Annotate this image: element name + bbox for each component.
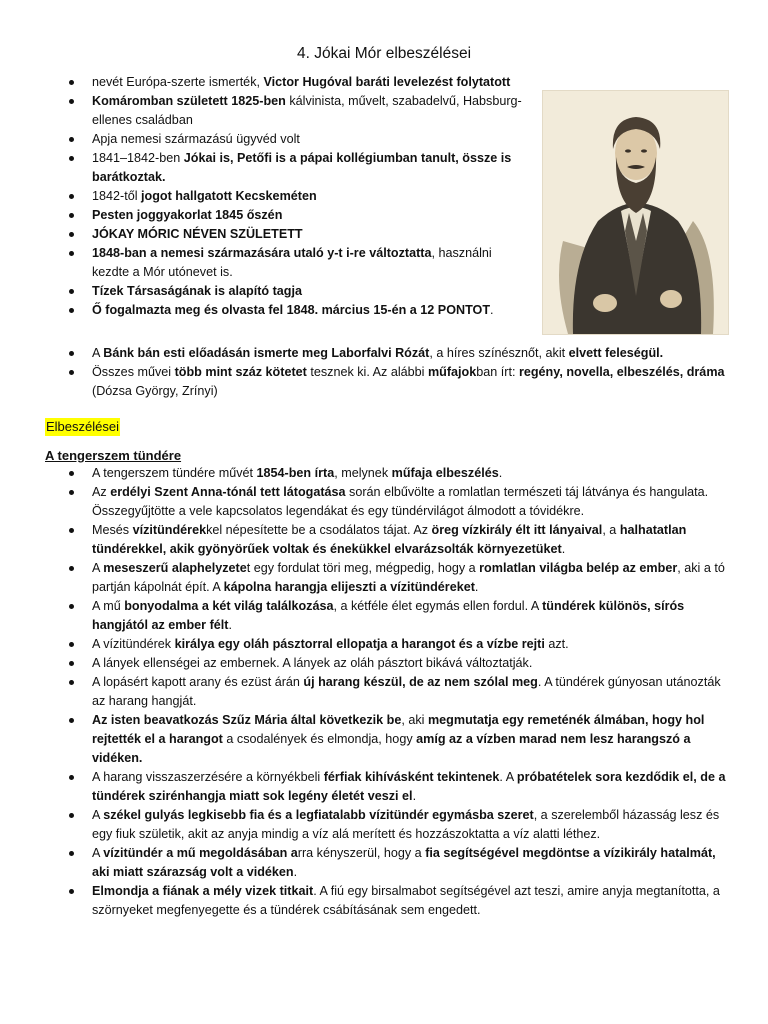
text-run: 1842-től xyxy=(92,189,142,203)
text-run: . A tündérek gúnyosan utánozták az harang hangját. xyxy=(92,675,721,708)
text-run: során elbűvölte a romlatlan természeti táj látványa és hangulata. Összegyűjtötte a vele kapcsolatos legendákat és egy tündérvilágot álmodott a tóvidékre. xyxy=(92,485,709,518)
text-run: A xyxy=(92,346,104,360)
text-run: A vízitündérek xyxy=(92,637,175,651)
text-run: JÓKAY MÓRIC NÉVEN SZÜLETETT xyxy=(92,227,303,241)
story-list xyxy=(67,464,727,920)
text-run: férfiak kihívásként tekintenek xyxy=(323,770,500,784)
text-run: Az xyxy=(92,485,111,499)
list-item xyxy=(67,768,727,806)
text-run: regény, novella, elbeszélés, dráma xyxy=(518,365,725,379)
list-item xyxy=(67,206,529,225)
text-run: elvett feleségül. xyxy=(568,346,664,360)
list-item xyxy=(67,282,529,301)
page-title: 4. Jókai Mór elbeszélései xyxy=(296,45,472,62)
text-run: A tengerszem tündére művét xyxy=(92,466,257,480)
text-run: Apja nemesi származású ügyvéd volt xyxy=(92,132,300,146)
list-item xyxy=(67,130,529,149)
text-run: A harang visszaszerzésére a környékbeli xyxy=(92,770,324,784)
text-run: kel népesítette be a csodálatos tájat. Az xyxy=(206,523,432,537)
list-item xyxy=(67,149,529,187)
text-run: kápolna harangja elijeszti a vízitündéreket xyxy=(223,580,475,594)
list-item xyxy=(67,559,727,597)
text-run: t egy fordulat töri meg, mégpedig, hogy a xyxy=(246,561,480,575)
text-run: . xyxy=(490,303,494,317)
text-run: meseszerű alaphelyzete xyxy=(103,561,247,575)
text-run: A xyxy=(92,808,104,822)
section-title: Elbeszélései xyxy=(46,419,119,434)
list-item xyxy=(67,882,727,920)
text-run: megmutatja egy remeténék álmában, hogy hol rejtették el a harangot xyxy=(92,713,705,746)
text-run: A mű xyxy=(92,599,125,613)
text-run: Összes művei xyxy=(92,365,175,379)
text-run: próbatételek sora kezdődik el, de a tündérek szirénhangja miatt sok legény életét veszi el xyxy=(92,770,726,803)
text-run: , aki a tó partján kápolnát épít. A xyxy=(92,561,725,594)
list-item xyxy=(67,673,727,711)
list-item xyxy=(67,521,727,559)
text-run: Tízek Társaságának is alapító tagja xyxy=(92,284,302,298)
text-run: , melynek xyxy=(334,466,392,480)
text-run: A lopásért kapott arany és ezüst árán xyxy=(92,675,304,689)
text-run: vízitündér a mű megoldásában a xyxy=(103,846,298,860)
text-run: A xyxy=(92,561,104,575)
text-run: műfaja elbeszélés xyxy=(391,466,499,480)
intro-list xyxy=(67,73,529,320)
text-run: bonyodalma a két világ találkozása xyxy=(124,599,334,613)
text-run: a csodalények és elmondja, hogy xyxy=(222,732,417,746)
text-run: vízitündérek xyxy=(132,523,207,537)
text-run: királya egy oláh pásztorral ellopatja a harangot és a vízbe rejti xyxy=(174,637,545,651)
text-run: nevét Európa-szerte ismerték, xyxy=(92,75,264,89)
text-run: erdélyi Szent Anna-tónál tett látogatása xyxy=(110,485,346,499)
text-run: romlatlan világba belép az ember xyxy=(479,561,678,575)
text-run: A lányek ellenségei az embernek. A lányek az oláh pásztort bikává változtatják. xyxy=(92,656,533,670)
text-run: . xyxy=(293,865,298,879)
text-run: tündérek különös, sírós hangjától az ember félt xyxy=(92,599,685,632)
text-run: Az isten beavatkozás Szűz Mária által következik be xyxy=(92,713,402,727)
list-item xyxy=(67,92,529,130)
text-run: , a híres színésznőt, akit xyxy=(429,346,569,360)
text-run: Komáromban született 1825-ben xyxy=(92,94,290,108)
text-run: Pesten joggyakorlat 1845 őszén xyxy=(92,208,283,222)
text-run: A xyxy=(92,846,104,860)
list-item xyxy=(67,483,727,521)
list-item xyxy=(67,464,727,483)
text-run: azt. xyxy=(544,637,569,651)
list-item xyxy=(67,844,727,882)
text-run: , a szerelemből házasság lesz és egy fiuk születik, akit az anyja mindig a víz alá merített és hozzászoktatta a víz alatti léthez. xyxy=(92,808,720,841)
text-run: székel gulyás legkisebb fia és a legfiatalabb vízitündér egymásba szeret xyxy=(103,808,534,822)
text-run: fia segítségével megdöntse a vízikirály hatalmát, aki miatt szárazság volt a vidéken xyxy=(92,846,716,879)
list-item xyxy=(67,244,529,282)
intro-wide-list xyxy=(67,344,727,401)
text-run: , használni kezdte a Mór utónevet is. xyxy=(92,246,492,279)
text-run: . A fiú egy birsalmabot segítségével azt teszi, amire anyja megtanította, a szörnyeket megfenyegette és a tündérek csábításának sem engedett. xyxy=(92,884,720,917)
text-run: , a kétféle élet egymás ellen fordul. A xyxy=(333,599,543,613)
text-run: amíg az a vízben marad nem lesz harangszó a vidéken. xyxy=(92,732,691,765)
text-run: kálvinista, művelt, szabadelvű, Habsburg-ellenes családban xyxy=(92,94,522,127)
list-item xyxy=(67,187,529,206)
text-run: (Dózsa György, Zrínyi) xyxy=(92,384,218,398)
list-item xyxy=(67,363,727,401)
text-run: Victor Hugóval baráti levelezést folytatott xyxy=(263,75,511,89)
text-run: jogot hallgatott Kecskeméten xyxy=(141,189,317,203)
text-run: rra kényszerül, hogy a xyxy=(297,846,426,860)
list-item xyxy=(67,301,529,320)
text-run: műfajok xyxy=(427,365,477,379)
text-run: halhatatlan tündérekkel, akik gyönyörűek voltak és énekükkel elvarázsolták környezetüket xyxy=(92,523,687,556)
text-run: 1854-ben írta xyxy=(256,466,335,480)
text-run: Jókai is, Petőfi is a pápai kollégiumban tanult, össze is barátkoztak. xyxy=(92,151,512,184)
text-run: ban írt: xyxy=(476,365,519,379)
list-item xyxy=(67,635,727,654)
text-run: . xyxy=(561,542,566,556)
text-run: 1848-ban a nemesi származására utaló y-t i-re változtatta xyxy=(92,246,432,260)
portrait-image xyxy=(542,90,729,335)
list-item xyxy=(67,654,727,673)
text-run: 1841–1842-ben xyxy=(92,151,184,165)
text-run: Ő fogalmazta meg és olvasta fel 1848. március 15-én a 12 PONTOT xyxy=(92,303,491,317)
text-run: több mint száz kötetet xyxy=(174,365,307,379)
text-run: . xyxy=(412,789,417,803)
text-run: új harang készül, de az nem szólal meg xyxy=(303,675,538,689)
text-run: . xyxy=(228,618,232,632)
list-item xyxy=(67,225,529,244)
list-item xyxy=(67,711,727,768)
list-item xyxy=(67,806,727,844)
text-run: . xyxy=(498,466,503,480)
text-run: , aki xyxy=(401,713,428,727)
text-run: Mesés xyxy=(92,523,133,537)
text-run: . A xyxy=(499,770,517,784)
story-title: A tengerszem tündére xyxy=(45,448,182,463)
list-item xyxy=(67,597,727,635)
text-run: . xyxy=(474,580,479,594)
text-run: Bánk bán esti előadásán ismerte meg Laborfalvi Rózát xyxy=(103,346,430,360)
text-run: , a xyxy=(602,523,620,537)
list-item xyxy=(67,344,727,363)
text-run: öreg vízkirály élt itt lányaival xyxy=(431,523,603,537)
list-item xyxy=(67,73,529,92)
text-run: tesznek ki. Az alábbi xyxy=(306,365,428,379)
text-run: Elmondja a fiának a mély vizek titkait xyxy=(92,884,314,898)
